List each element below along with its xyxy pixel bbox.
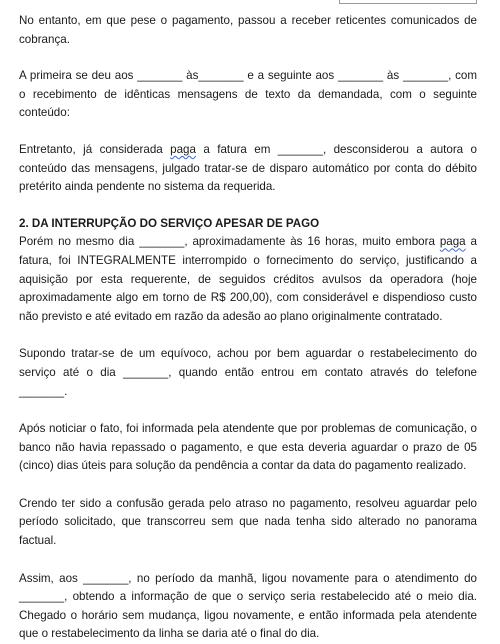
paragraph-new-call: Assim, aos _______, no período da manhã, ligou novamente para o atendimento do _______, obtendo a informação de que o serviço seria restabelecido até o meio dia. Chegado o horário sem mudança, ligou novamente, e então informada pela atendente que o restabelecimento da linha se daria até o final do dia.	[19, 571, 477, 641]
section-heading: 2. DA INTERRUPÇÃO DO SERVIÇO APESAR DE PAGO	[19, 216, 320, 230]
paragraph-service-interruption-start: Porém no mesmo dia _______, aproximadamente às 16 horas, muito embora	[19, 235, 440, 249]
paragraph-service-interruption-end: a fatura, foi INTEGRALMENTE interrompido o fornecimento do serviço, justificando a aquisição por esta requerente, de seguidos créditos avulsos da operadora (hoje aproximadamente algo em torno de R$ 200,00), com considerável e dispendioso custo não previsto e até evitado em razão da adesão ao plano originalmente contratado.	[19, 235, 477, 323]
paragraph-first-messages: A primeira se deu aos _______ às_______ e a seguinte aos _______ às _______, com o recebimento de idênticas mensagens de texto da demandada, com o seguinte conteúdo:	[19, 69, 477, 120]
paragraph-service-interruption	[19, 233, 477, 326]
header-field-edge	[339, 0, 477, 4]
paragraph-waiting-period: Crendo ter sido a confusão gerada pelo atraso no pagamento, resolveu aguardar pelo período solicitado, que transcorreu sem que nada tenha sido alterado no panorama factual.	[19, 496, 477, 548]
document-body	[19, 12, 477, 644]
paragraph-attendant-info: Após noticiar o fato, foi informada pela atendente que por problemas de comunicação, o banco não havia repassado o pagamento, e que esta deveria aguardar o prazo de 05 (cinco) dias úteis para solução da pendência a contar da data do pagamento realizado.	[19, 422, 477, 473]
paragraph-invoice-paid	[19, 141, 477, 197]
paragraph-payment-notices: No entanto, em que pese o pagamento, passou a receber reticentes comunicados de cobrança.	[19, 14, 477, 46]
paragraph-awaiting-restoration: Supondo tratar-se de um equívoco, achou por bem aguardar o restabelecimento do serviço até o dia _______, quando então entrou em contato através do telefone _______.	[19, 347, 477, 398]
spellcheck-flagged-word[interactable]: paga	[439, 235, 466, 249]
paragraph-invoice-paid-start: Entretanto, já considerada	[19, 142, 171, 156]
paragraph-invoice-paid-end: a fatura em _______, desconsiderou a autora o conteúdo das mensagens, julgado tratar-se de disparo automático por conta do débito pretérito ainda pendente no sistema da requerida.	[19, 142, 477, 194]
spellcheck-flagged-word[interactable]: paga	[170, 142, 196, 156]
